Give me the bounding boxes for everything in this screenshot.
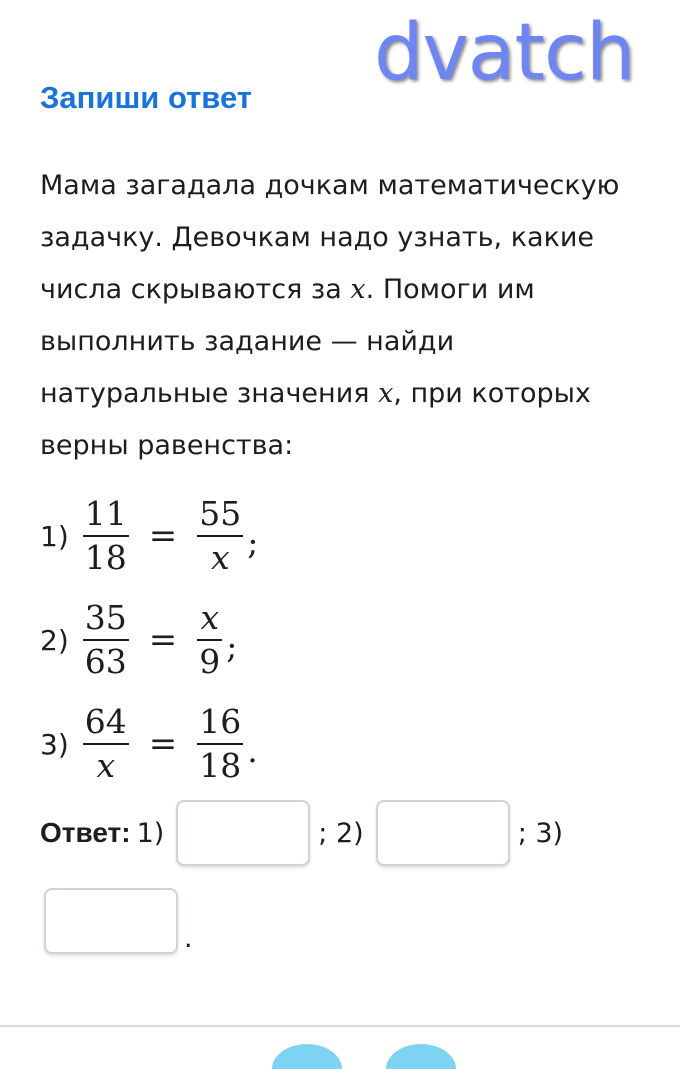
decorative-bubble [386,1044,456,1069]
page-title: Запиши ответ [40,80,252,115]
answer-input-2[interactable] [376,800,510,866]
watermark: dvatch [374,8,635,98]
denominator: 63 [84,642,127,681]
equation-3 [40,696,258,792]
fraction-left [83,597,129,683]
task-line: задачку. Девочкам надо узнать, какие [40,222,595,253]
denominator: x [96,746,116,785]
numerator: 16 [199,702,242,741]
numerator: 55 [199,494,242,533]
task-text-fragment: числа скрываются за [40,274,351,305]
task-line [40,264,670,316]
task-text-fragment: . Помоги им [365,274,535,305]
variable-x: x [378,378,394,409]
equation-1 [40,488,258,584]
equals-sign: = [148,620,178,660]
task-line: выполнить задание — найди [40,326,455,357]
numerator: 11 [84,494,127,533]
numerator: 35 [84,598,127,637]
equation-number: 2) [40,623,69,657]
fraction-left [83,493,129,579]
task-line: верны равенства: [40,430,294,461]
denominator: 18 [84,538,127,577]
variable-x: x [350,274,366,305]
equation-end: ; [226,626,238,666]
equation-number: 3) [40,727,69,761]
equals-sign: = [148,724,178,764]
answer-part-label: ; 2) [318,817,364,849]
equation-end: . [247,730,258,770]
task-line [40,368,670,420]
decorative-bubble [272,1044,342,1069]
answer-label: Ответ: [40,817,131,848]
answer-input-1[interactable] [176,800,310,866]
task-line: Мама загадала дочкам математическую [40,170,620,201]
equation-number: 1) [40,519,69,553]
fraction-right [197,493,243,579]
answer-input-3[interactable] [44,888,178,954]
denominator: 18 [199,746,242,785]
answer-row [40,800,563,866]
divider [0,1025,680,1027]
equation-end: ; [247,522,259,562]
answer-part-label: 1) [136,817,165,849]
task-text-fragment: , при которых [393,378,591,409]
numerator: 64 [84,702,127,741]
answer-part-label: ; 3) [517,817,564,849]
numerator: x [200,598,220,637]
task-text-fragment: натуральные значения [40,378,379,409]
task-text [40,160,670,472]
equation-2 [40,592,237,688]
equals-sign: = [148,516,178,556]
fraction-left [83,701,129,787]
denominator: x [210,538,230,577]
fraction-right [197,701,243,787]
denominator: 9 [199,642,221,681]
answer-row-continued [44,888,193,954]
fraction-right [197,597,222,683]
answer-end: . [184,923,193,954]
